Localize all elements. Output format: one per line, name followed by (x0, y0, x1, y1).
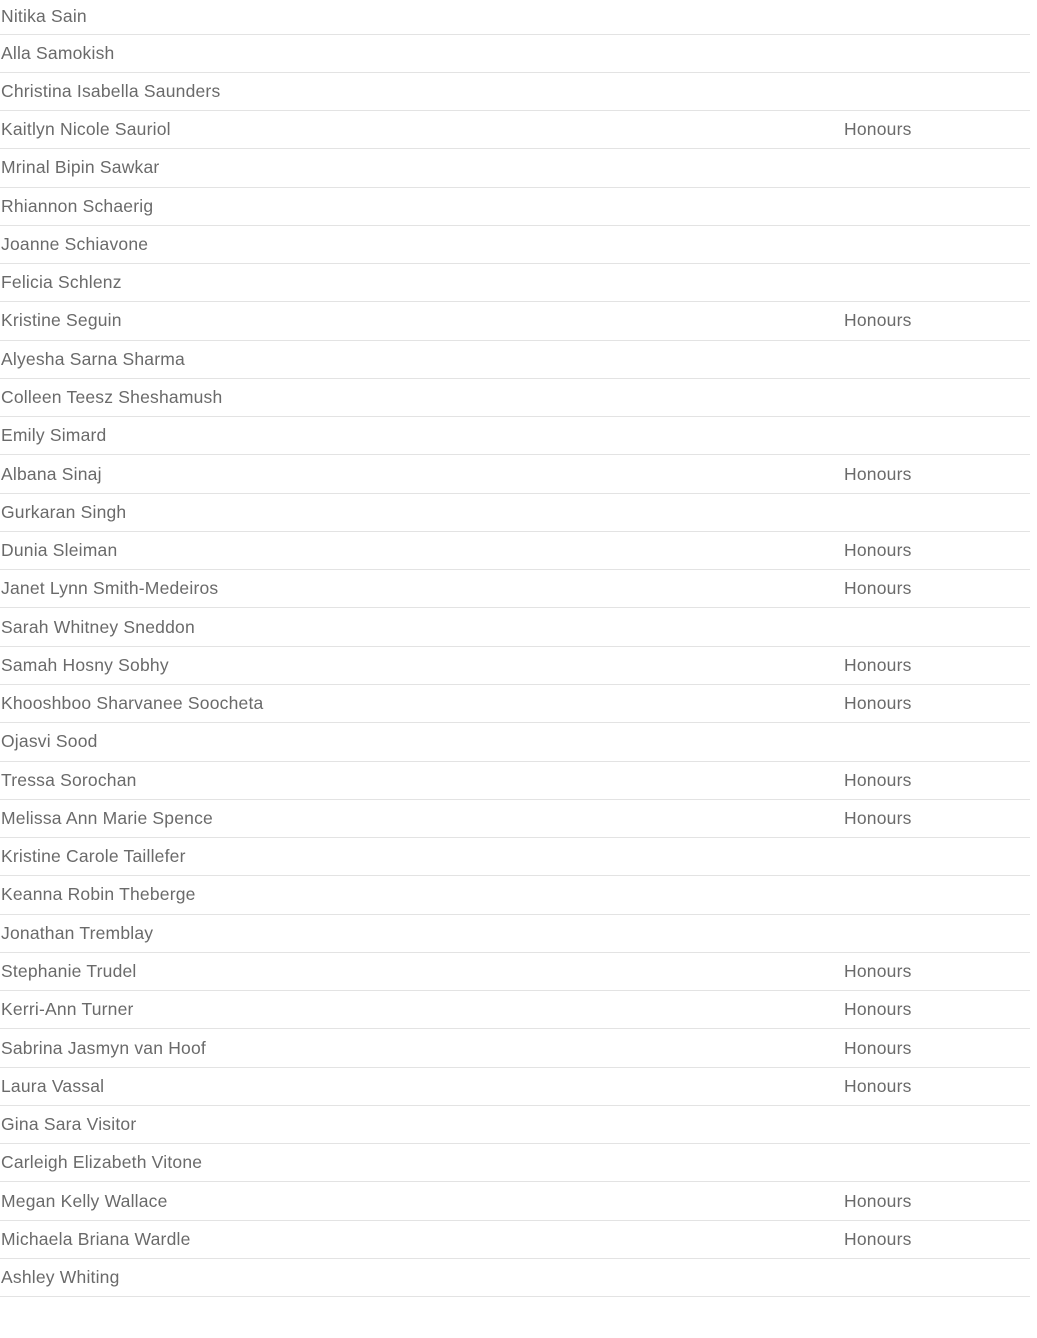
graduate-name: Michaela Briana Wardle (1, 1228, 191, 1249)
list-item (0, 264, 1030, 302)
graduate-name: Jonathan Tremblay (1, 922, 154, 943)
list-item (0, 1182, 1030, 1220)
list-item (0, 1259, 1030, 1297)
graduate-name: Khooshboo Sharvanee Soocheta (1, 693, 264, 714)
list-item (0, 915, 1030, 953)
list-item (0, 0, 1030, 35)
graduate-name: Gina Sara Visitor (1, 1114, 137, 1135)
list-item (0, 1029, 1030, 1067)
distinction-label: Honours (844, 540, 912, 561)
graduate-name: Stephanie Trudel (1, 961, 137, 981)
list-item (0, 838, 1030, 876)
graduate-name: Keanna Robin Theberge (1, 884, 196, 905)
distinction-label: Honours (844, 1075, 912, 1096)
graduate-name: Sabrina Jasmyn van Hoof (1, 1037, 206, 1058)
graduate-name: Melissa Ann Marie Spence (1, 807, 213, 828)
graduate-name: Dunia Sleiman (1, 540, 118, 561)
list-item (0, 302, 1030, 340)
graduate-name: Rhiannon Schaerig (1, 195, 154, 216)
list-item (0, 35, 1030, 73)
list-item (0, 73, 1030, 111)
list-item (0, 379, 1030, 417)
graduate-name: Tressa Sorochan (1, 769, 137, 790)
list-item (0, 1106, 1030, 1144)
list-item (0, 1144, 1030, 1182)
graduate-name: Kristine Carole Taillefer (1, 846, 186, 867)
graduate-name: Kerri-Ann Turner (1, 999, 134, 1020)
list-item (0, 685, 1030, 723)
list-item (0, 647, 1030, 685)
distinction-label: Honours (844, 654, 912, 675)
distinction-label: Honours (844, 999, 912, 1020)
graduate-name: Kaitlyn Nicole Sauriol (1, 119, 171, 140)
list-item (0, 417, 1030, 455)
list-item (0, 608, 1030, 646)
list-item (0, 991, 1030, 1029)
graduate-name: Alyesha Sarna Sharma (1, 348, 185, 369)
distinction-label: Honours (844, 807, 912, 828)
list-item (0, 188, 1030, 226)
graduate-name: Ojasvi Sood (1, 731, 98, 752)
graduate-name: Nitika Sain (1, 6, 87, 27)
graduate-name: Gurkaran Singh (1, 501, 127, 522)
distinction-label: Honours (844, 578, 912, 599)
distinction-label: Honours (844, 1037, 912, 1058)
distinction-label: Honours (844, 769, 912, 790)
graduate-name: Laura Vassal (1, 1075, 105, 1096)
list-item (0, 762, 1030, 800)
graduate-name: Emily Simard (1, 425, 107, 446)
graduate-name: Janet Lynn Smith-Medeiros (1, 578, 219, 599)
list-item (0, 953, 1030, 991)
list-item (0, 226, 1030, 264)
distinction-label: Honours (844, 463, 912, 484)
distinction-label: Honours (844, 1228, 912, 1249)
list-item (0, 1068, 1030, 1106)
graduate-name: Albana Sinaj (1, 463, 102, 484)
distinction-label: Honours (844, 1190, 912, 1211)
graduate-name: Mrinal Bipin Sawkar (1, 157, 160, 178)
list-item (0, 800, 1030, 838)
graduate-name: Megan Kelly Wallace (1, 1190, 168, 1211)
graduate-name: Felicia Schlenz (1, 272, 122, 293)
distinction-label: Honours (844, 693, 912, 714)
graduate-name: Carleigh Elizabeth Vitone (1, 1152, 203, 1173)
graduate-name: Joanne Schiavone (1, 233, 149, 254)
graduate-name: Kristine Seguin (1, 310, 122, 331)
list-item (0, 876, 1030, 914)
list-item (0, 111, 1030, 149)
list-item (0, 1221, 1030, 1259)
distinction-label: Honours (844, 961, 912, 981)
graduate-name: Ashley Whiting (1, 1267, 120, 1288)
distinction-label: Honours (844, 119, 912, 140)
list-item (0, 341, 1030, 379)
list-item (0, 570, 1030, 608)
graduate-name: Colleen Teesz Sheshamush (1, 387, 223, 408)
list-item (0, 494, 1030, 532)
graduate-name: Alla Samokish (1, 42, 115, 63)
list-item (0, 455, 1030, 493)
list-item (0, 723, 1030, 761)
graduate-name: Sarah Whitney Sneddon (1, 616, 195, 637)
list-item (0, 149, 1030, 187)
graduate-name: Christina Isabella Saunders (1, 80, 221, 101)
distinction-label: Honours (844, 310, 912, 331)
graduate-name: Samah Hosny Sobhy (1, 654, 169, 675)
list-item (0, 532, 1030, 570)
